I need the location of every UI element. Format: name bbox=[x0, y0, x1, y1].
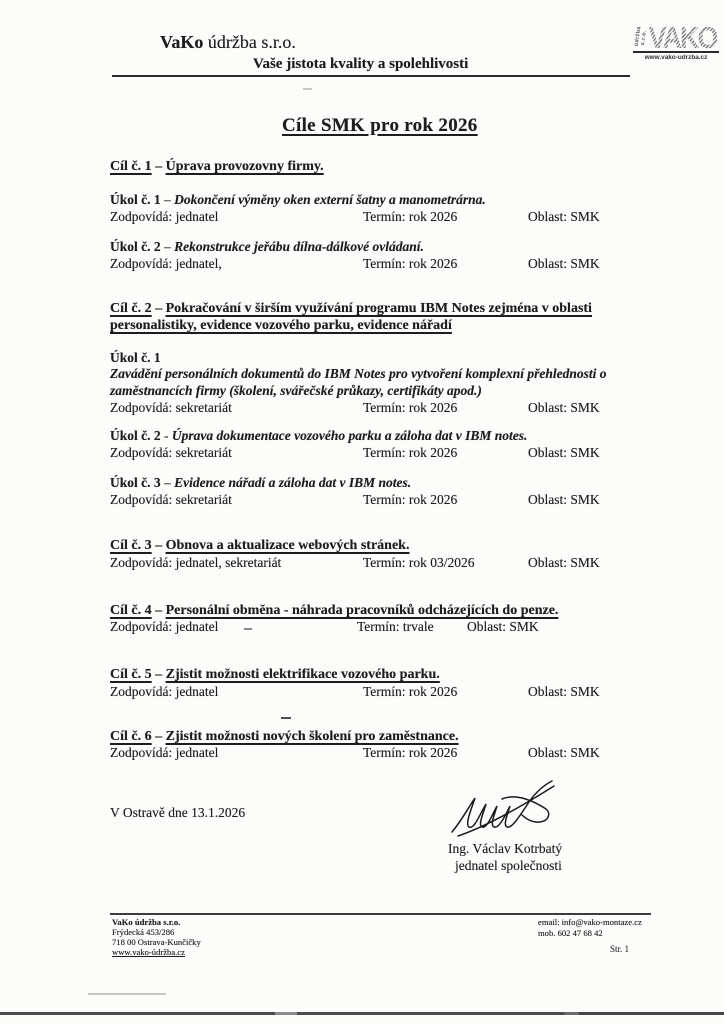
area: Oblast: SMK bbox=[528, 400, 600, 415]
goal-5-title: Zjistit možnosti elektrifikace vozového parku. bbox=[165, 667, 440, 682]
task-2-3-label: Úkol č. 3 bbox=[110, 475, 161, 490]
deadline: Termín: rok 2026 bbox=[363, 256, 458, 271]
goal-4-heading bbox=[110, 602, 638, 619]
footer-web-link: www.vako-údržba.cz bbox=[112, 947, 185, 957]
scan-artifact-dash bbox=[244, 628, 252, 630]
responsible: Zodpovídá: sekretariát bbox=[110, 492, 232, 507]
footer-email: email: info@vako-montaze.cz bbox=[538, 917, 642, 927]
task-2-3-heading bbox=[110, 475, 646, 492]
footer-divider bbox=[110, 913, 651, 915]
signer-name: Ing. Václav Kotrbatý bbox=[448, 841, 563, 856]
signature-scribble bbox=[448, 778, 560, 845]
task-1-2-dash: – bbox=[164, 239, 171, 254]
goal-5-dash: – bbox=[155, 667, 163, 682]
area: Oblast: SMK bbox=[528, 492, 600, 507]
goal-2-heading bbox=[110, 300, 638, 334]
goal-2-label: Cíl č. 2 bbox=[110, 301, 152, 316]
goal-3-heading bbox=[110, 537, 638, 554]
responsible: Zodpovídá: sekretariát bbox=[110, 400, 232, 415]
company-name bbox=[160, 32, 296, 53]
area: Oblast: SMK bbox=[467, 619, 539, 634]
footer-company-block bbox=[112, 917, 201, 957]
company-logo bbox=[633, 21, 719, 61]
goal-5-label: Cíl č. 5 bbox=[110, 667, 152, 682]
task-1-1-row bbox=[110, 209, 676, 227]
footer-address-1: Frýdecká 453/286 bbox=[112, 927, 175, 937]
footer-address-2: 718 00 Ostrava-Kunčičky bbox=[112, 937, 201, 947]
goal-3-row bbox=[110, 555, 676, 573]
logo-side-text: údržba s.r.o. bbox=[634, 26, 649, 48]
area: Oblast: SMK bbox=[528, 209, 600, 224]
task-2-3-dash: – bbox=[164, 475, 171, 490]
page-title: Cíle SMK pro rok 2026 bbox=[282, 115, 478, 136]
date-line: V Ostravě dne 13.1.2026 bbox=[110, 805, 246, 820]
goal-1-dash: – bbox=[155, 159, 163, 174]
area: Oblast: SMK bbox=[528, 555, 600, 570]
company-tagline: Vaše jistota kvality a spolehlivosti bbox=[253, 56, 469, 72]
scan-artifact-dash bbox=[88, 993, 166, 995]
scan-edge-line bbox=[0, 1012, 724, 1015]
header-divider bbox=[112, 75, 630, 77]
area: Oblast: SMK bbox=[528, 256, 600, 271]
responsible: Zodpovídá: jednatel bbox=[110, 619, 219, 634]
responsible: Zodpovídá: jednatel bbox=[110, 209, 219, 224]
logo-url: www.vako-udrzba.cz bbox=[633, 51, 719, 61]
deadline: Termín: rok 2026 bbox=[363, 492, 458, 507]
task-2-1-heading bbox=[110, 350, 646, 367]
page-number: Str. 1 bbox=[610, 944, 630, 954]
goal-3-dash: – bbox=[155, 538, 163, 553]
task-2-1-row bbox=[110, 400, 676, 418]
scan-artifact-dash bbox=[303, 88, 312, 90]
deadline: Termín: rok 2026 bbox=[363, 745, 458, 760]
footer-contact-block bbox=[538, 917, 642, 939]
task-2-2-row bbox=[110, 445, 676, 463]
task-1-1-title: Dokončení výměny oken externí šatny a manometrárna. bbox=[174, 192, 486, 207]
task-2-2-title: Úprava dokumentace vozového parku a záloha dat v IBM notes. bbox=[171, 428, 528, 443]
footer-company: VaKo údržba s.r.o. bbox=[112, 917, 181, 927]
goal-4-title: Personální obměna - náhrada pracovníků odcházejících do penze. bbox=[165, 603, 559, 618]
task-1-2-label: Úkol č. 2 bbox=[110, 239, 161, 254]
goal-4-row bbox=[110, 619, 676, 637]
task-1-1-label: Úkol č. 1 bbox=[110, 192, 161, 207]
goal-1-heading bbox=[110, 158, 638, 175]
task-2-2-dash: - bbox=[164, 428, 169, 443]
goal-3-title: Obnova a aktualizace webových stránek. bbox=[165, 538, 410, 553]
responsible: Zodpovídá: sekretariát bbox=[110, 445, 232, 460]
task-1-2-heading bbox=[110, 239, 646, 256]
goal-6-row bbox=[110, 745, 676, 763]
goal-4-label: Cíl č. 4 bbox=[110, 603, 152, 618]
area: Oblast: SMK bbox=[528, 445, 600, 460]
scan-artifact-dash bbox=[281, 717, 291, 719]
goal-6-heading bbox=[110, 728, 638, 745]
task-2-3-title: Evidence nářadí a záloha dat v IBM notes. bbox=[174, 475, 412, 490]
signer-role: jednatel společnosti bbox=[455, 858, 562, 873]
task-2-1-label: Úkol č. 1 bbox=[110, 350, 161, 365]
goal-6-dash: – bbox=[155, 729, 163, 744]
task-1-1-heading bbox=[110, 192, 646, 209]
deadline: Termín: rok 03/2026 bbox=[363, 555, 475, 570]
deadline: Termín: rok 2026 bbox=[363, 400, 458, 415]
goal-5-heading bbox=[110, 666, 638, 683]
deadline: Termín: rok 2026 bbox=[363, 209, 458, 224]
goal-1-label: Cíl č. 1 bbox=[110, 159, 152, 174]
goal-6-label: Cíl č. 6 bbox=[110, 729, 152, 744]
task-2-1-desc-text: Zavádění personálních dokumentů do IBM Notes pro vytvoření komplexní přehlednosti o zaměstnancích firmy (školení, svářečské průkazy, certifikáty apod.) bbox=[110, 366, 607, 398]
deadline: Termín: rok 2026 bbox=[363, 684, 458, 699]
task-2-2-heading bbox=[110, 428, 646, 445]
goal-6-title: Zjistit možnosti nových školení pro zaměstnance. bbox=[165, 729, 459, 744]
footer-phone: mob. 602 47 68 42 bbox=[538, 928, 603, 938]
task-1-2-row bbox=[110, 256, 676, 274]
area: Oblast: SMK bbox=[528, 684, 600, 699]
task-2-1-description bbox=[110, 366, 646, 399]
goal-3-label: Cíl č. 3 bbox=[110, 538, 152, 553]
task-2-2-label: Úkol č. 2 bbox=[110, 428, 161, 443]
company-name-bold: VaKo bbox=[160, 32, 204, 52]
goal-2-title: Pokračování v širším využívání programu IBM Notes zejména v oblasti personalistiky, evidence vozového parku, evidence nářadí bbox=[110, 301, 592, 333]
responsible: Zodpovídá: jednatel bbox=[110, 684, 219, 699]
responsible: Zodpovídá: jednatel, bbox=[110, 256, 222, 271]
responsible: Zodpovídá: jednatel, sekretariát bbox=[110, 555, 282, 570]
signature-icon bbox=[448, 778, 560, 840]
logo-mark: VAKO bbox=[648, 21, 717, 55]
goal-1-title: Úprava provozovny firmy. bbox=[165, 159, 324, 174]
logo-top bbox=[633, 21, 719, 55]
task-1-1-dash: – bbox=[164, 192, 171, 207]
deadline: Termín: trvale bbox=[357, 619, 434, 634]
goal-5-row bbox=[110, 684, 676, 702]
goal-2-dash: – bbox=[155, 301, 163, 316]
company-name-rest: údržba s.r.o. bbox=[203, 32, 296, 52]
responsible: Zodpovídá: jednatel bbox=[110, 745, 219, 760]
task-1-2-title: Rekonstrukce jeřábu dílna-dálkové ovládaní. bbox=[174, 239, 424, 254]
task-2-3-row bbox=[110, 492, 676, 510]
area: Oblast: SMK bbox=[528, 745, 600, 760]
goal-4-dash: – bbox=[155, 603, 163, 618]
deadline: Termín: rok 2026 bbox=[363, 445, 458, 460]
